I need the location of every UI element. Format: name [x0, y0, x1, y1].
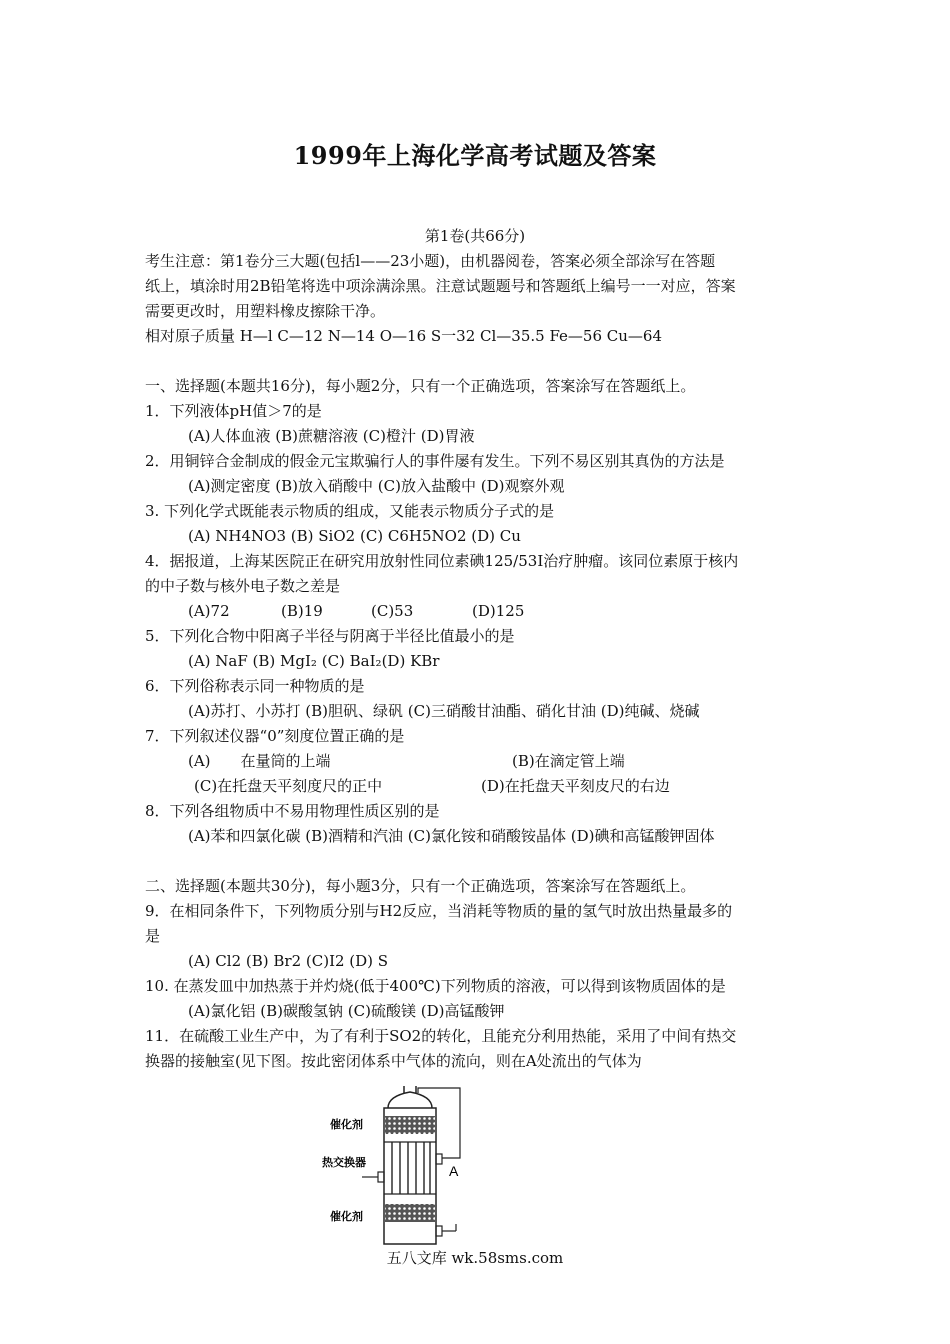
- page-title: 1999年上海化学高考试题及答案: [293, 141, 657, 170]
- question-1: 1．下列液体pH值＞7的是: [145, 402, 322, 420]
- question-9: 9．在相同条件下，下列物质分别与H2反应，当消耗等物质的量的氢气时放出热量最多的: [145, 902, 733, 920]
- question-4-option-c: (C)53: [371, 602, 414, 620]
- question-5-options: (A) NaF (B) MgI₂ (C) BaI₂(D) KBr: [188, 652, 440, 670]
- label-heat-exchanger: 热交换器: [322, 1157, 366, 1169]
- part-heading: 二、选择题(本题共30分)，每小题3分，只有一个正确选项，答案涂写在答题纸上。: [145, 877, 696, 895]
- heat-exchanger-tubes: [392, 1142, 430, 1194]
- atomic-masses: 相对原子质量 H—l C—12 N—14 O—16 S一32 Cl—35.5 Fe—56 Cu—64: [145, 327, 662, 345]
- question-3: 3. 下列化学式既能表示物质的组成，又能表示物质分子式的是: [145, 502, 555, 520]
- side-inlet-nozzle: [378, 1172, 384, 1182]
- question-7-option-b: (B)在滴定管上端: [512, 752, 625, 770]
- label-a: A: [449, 1163, 459, 1179]
- question-3-options: (A) NH4NO3 (B) SiO2 (C) C6H5NO2 (D) Cu: [188, 527, 521, 545]
- contact-chamber-svg: [322, 1086, 502, 1256]
- section-heading: 第1卷(共66分): [424, 227, 526, 245]
- question-8-options: (A)苯和四氯化碳 (B)酒精和汽油 (C)氯化铵和硝酸铵晶体 (D)碘和高锰酸钾固体: [188, 827, 715, 845]
- question-2-options: (A)测定密度 (B)放入硝酸中 (C)放入盐酸中 (D)观察外观: [188, 477, 565, 495]
- question-7-option-a: (A) 在量筒的上端: [188, 752, 331, 770]
- tower-dome: [388, 1092, 432, 1108]
- question-9-cont: 是: [145, 927, 161, 945]
- notice-line: 需要更改时，用塑料橡皮擦除干净。: [145, 302, 386, 320]
- question-4-option-b: (B)19: [281, 602, 323, 620]
- notice-line: 考生注意：第1卷分三大题(包括l——23小题)，由机器阅卷，答案必须全部涂写在答题: [145, 252, 716, 270]
- question-4-cont: 的中子数与核外电子数之差是: [145, 577, 341, 595]
- question-11: 11．在硫酸工业生产中，为了有利于SO2的转化，且能充分利用热能，采用了中间有热交: [145, 1027, 737, 1045]
- question-6: 6．下列俗称表示同一种物质的是: [145, 677, 365, 695]
- catalyst-bed-bottom-pattern: [385, 1204, 435, 1222]
- question-4-option-d: (D)125: [472, 602, 525, 620]
- question-7: 7．下列叙述仪器“0”刻度位置正确的是: [145, 727, 405, 745]
- notice-line: 纸上，填涂时用2B铅笔将选中项涂满涂黑。注意试题题号和答题纸上编号一一对应，答案: [145, 277, 736, 295]
- part-heading: 一、选择题(本题共16分)，每小题2分，只有一个正确选项，答案涂写在答题纸上。: [145, 377, 696, 395]
- bottom-outlet-nozzle: [436, 1226, 442, 1236]
- contact-chamber-diagram: [322, 1086, 502, 1256]
- question-7-option-d: (D)在托盘天平刻皮尺的右边: [481, 777, 670, 795]
- watermark: 五八文库 wk.58sms.com: [386, 1249, 564, 1267]
- label-catalyst-bottom: 催化剂: [330, 1211, 363, 1223]
- question-8: 8．下列各组物质中不易用物理性质区别的是: [145, 802, 440, 820]
- question-1-options: (A)人体血液 (B)蔗糖溶液 (C)橙汁 (D)胃液: [188, 427, 475, 445]
- question-9-options: (A) Cl2 (B) Br2 (C)I2 (D) S: [188, 952, 389, 970]
- question-7-option-c: (C)在托盘天平刻度尺的正中: [194, 777, 383, 795]
- question-5: 5．下列化合物中阳离子半径与阴离于半径比值最小的是: [145, 627, 515, 645]
- outlet-a-nozzle: [436, 1154, 442, 1164]
- question-10-options: (A)氯化铝 (B)碳酸氢钠 (C)硫酸镁 (D)高锰酸钾: [188, 1002, 505, 1020]
- question-10: 10. 在蒸发皿中加热蒸于并灼烧(低于400℃)下列物质的溶液，可以得到该物质固体的是: [145, 977, 726, 995]
- question-6-options: (A)苏打、小苏打 (B)胆矾、绿矾 (C)三硝酸甘油酯、硝化甘油 (D)纯碱、烧碱: [188, 702, 700, 720]
- question-4: 4．据报道，上海某医院正在研究用放射性同位素碘125/53I治疗肿瘤。该同位素原于核内: [145, 552, 739, 570]
- question-4-option-a: (A)72: [188, 602, 230, 620]
- question-2: 2．用铜锌合金制成的假金元宝欺骗行人的事件屡有发生。下列不易区别其真伪的方法是: [145, 452, 725, 470]
- catalyst-bed-top-pattern: [385, 1116, 435, 1134]
- label-catalyst-top: 催化剂: [330, 1119, 363, 1131]
- question-11-cont: 换器的接触室(见下图。按此密闭体系中气体的流向，则在A处流出的气体为: [145, 1052, 642, 1070]
